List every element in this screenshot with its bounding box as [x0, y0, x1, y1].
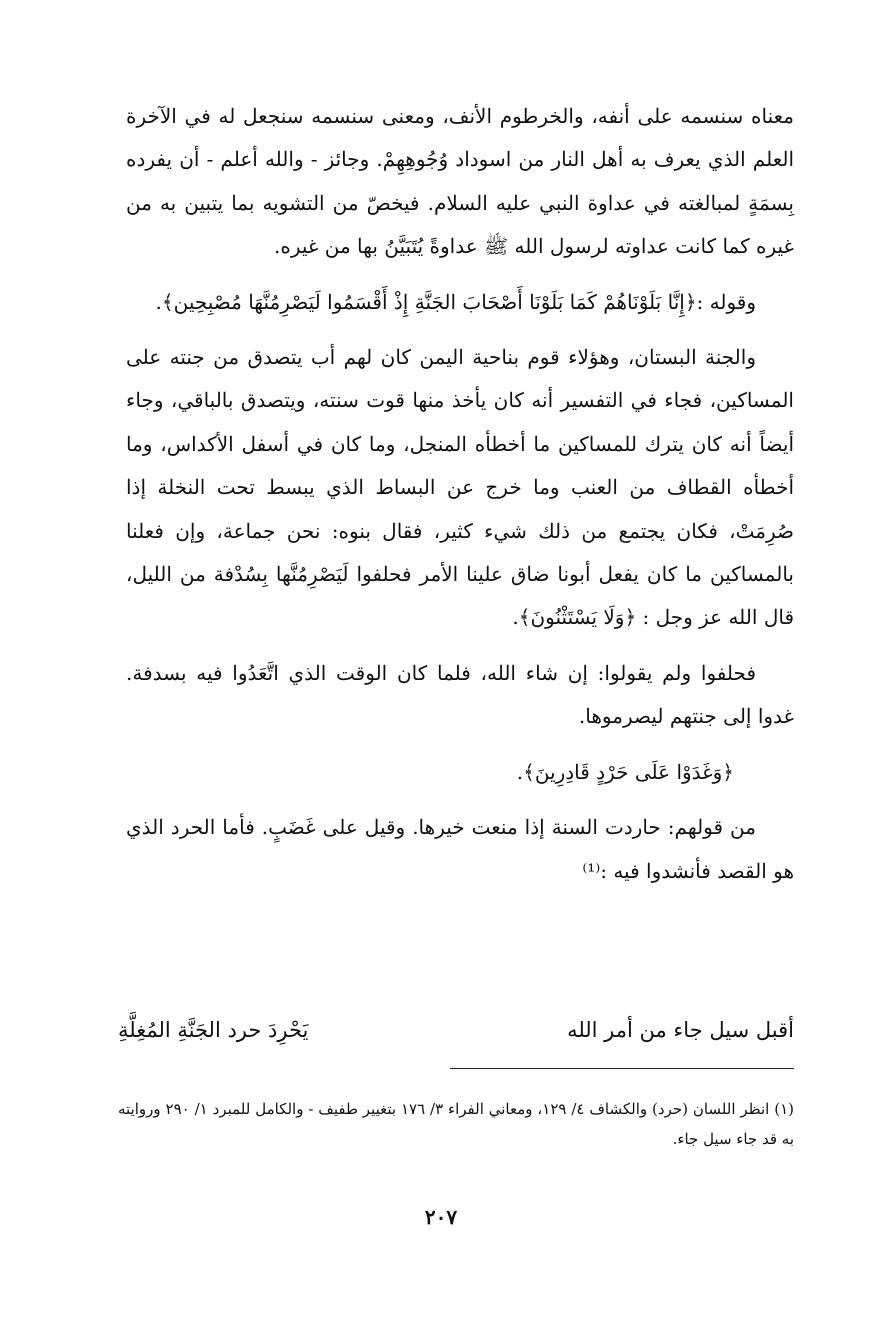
- paragraph-quran-verse-2: ﴿وَغَدَوْا عَلَى حَرْدٍ قَادِرِينَ﴾.: [516, 759, 734, 784]
- footnote-text: (١) انظر اللسان (حرد) والكشاف ٤/ ١٢٩، ومعاني الفراء ٣/ ١٧٦ بتغيير طفيف - والكامل للمبرد ١/ ٢٩٠ وروايته به قد جاء سيل جاء.: [118, 1100, 794, 1148]
- poem-first-hemistich: أقبل سيل جاء من أمر الله: [567, 1018, 794, 1042]
- page-number: ٢٠٧: [424, 1205, 458, 1229]
- paragraph-oath: فحلفوا ولم يقولوا: إن شاء الله، فلما كان الوقت الذي اتَّعَدُوا فيه بسدفة. غدوا إلى جنتهم ليصرموها.: [126, 660, 794, 729]
- footnote-divider: [450, 1068, 794, 1069]
- poem-second-hemistich: يَحْرِدَ حرد الجَنَّةِ المُغِلَّةِ: [118, 1018, 309, 1042]
- poem-verse: [118, 1008, 794, 1052]
- main-text: [126, 95, 794, 893]
- footnote: [118, 1094, 794, 1154]
- paragraph-garden-story: والجنة البستان، وهؤلاء قوم بناحية اليمن كان لهم أب يتصدق من جنته على المساكين، فجاء في التفسير أنه كان يأخذ منها قوت سنته، ويتصدق بالباقي، وجاء أيضاً أنه كان يترك للمساكين ما أخطأه المنجل، وما كان في أسفل الأكداس، وما أخطأه القطاف من العنب وما خرج عن البساط الذي يبسط تحت النخلة إذا صُرِمَتْ، فكان يجتمع من ذلك شيء كثير، فقال بنوه: نحن جماعة، وإن فعلنا بالمساكين ما كان يفعل أبونا ضاق علينا الأمر فحلفوا لَيَصْرِمُنَّها بِسُدْفة من الليل، قال الله عز وجل : ﴿وَلَا يَسْتَثْنُونَ﴾.: [126, 345, 794, 630]
- paragraph-commentary: معناه سنسمه على أنفه، والخرطوم الأنف، ومعنى سنسمه سنجعل له في الآخرة العلم الذي يعرف به أهل النار من اسوداد وُجُوهِهِمْ. وجائز - والله أعلم - أن يفرده بِسمَةٍ لمبالغته في عداوة النبي عليه السلام. فيخصّ من التشويه بما يتبين به من غيره كما كانت عداوته لرسول الله ﷺ عداوةً يُتَبَيَّنُ بها من غيره.: [126, 104, 794, 259]
- paragraph-quran-verse: وقوله :﴿إِنَّا بَلَوْنَاهُمْ كَمَا بَلَوْنَا أَصْحَابَ الجَنَّةِ إِذْ أَقْسَمُوا لَيَصْرِمُنَّهَا مُصْبِحِين﴾.: [155, 289, 756, 314]
- paragraph-hard-meaning: من قولهم: حاردت السنة إذا منعت خيرها. وقيل على غَضَبٍ. فأما الحرد الذي هو القصد فأنشدوا فيه :⁽¹⁾: [126, 815, 794, 883]
